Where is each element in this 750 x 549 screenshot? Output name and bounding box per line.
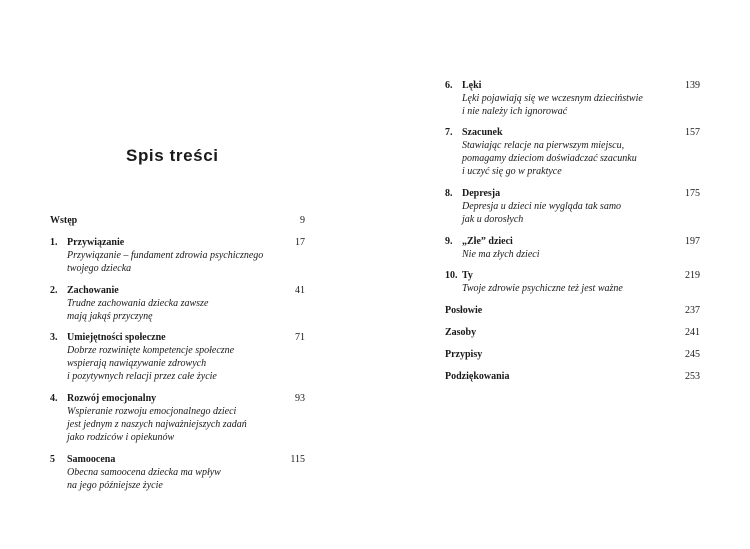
page-title: Spis treści bbox=[126, 146, 219, 165]
toc-entry-chapter-6 bbox=[445, 79, 700, 118]
subtitle-line: jak u dorosłych bbox=[462, 214, 524, 225]
subtitle-line: Lęki pojawiają się we wczesnym dzieciństwie bbox=[462, 93, 643, 104]
chapter-title: Umiejętności społeczne bbox=[67, 332, 166, 343]
chapter-subtitle bbox=[445, 92, 700, 118]
toc-entry-notes bbox=[445, 348, 700, 361]
toc-entry-chapter-7 bbox=[445, 126, 700, 178]
toc-entry-chapter-8 bbox=[445, 187, 700, 226]
chapter-title: Lęki bbox=[462, 80, 482, 91]
chapter-number: 3. bbox=[50, 332, 58, 343]
subtitle-line: jako rodziców i opiekunów bbox=[67, 432, 175, 443]
subtitle-line: i pozytywnych relacji przez całe życie bbox=[67, 371, 217, 382]
right-page bbox=[375, 0, 750, 549]
subtitle-line: i nie należy ich ignorować bbox=[462, 106, 568, 117]
chapter-number: 4. bbox=[50, 393, 58, 404]
toc-entry-intro bbox=[50, 214, 305, 227]
chapter-title: Przywiązanie bbox=[67, 237, 125, 248]
subtitle-line: Depresja u dzieci nie wygląda tak samo bbox=[462, 201, 622, 212]
subtitle-line: Trudne zachowania dziecka zawsze bbox=[67, 298, 209, 309]
chapter-number: 9. bbox=[445, 236, 453, 247]
toc-entry-chapter-4 bbox=[50, 392, 305, 444]
chapter-subtitle bbox=[445, 282, 700, 295]
chapter-number: 7. bbox=[445, 127, 453, 138]
chapter-subtitle bbox=[445, 139, 700, 178]
subtitle-line: jest jednym z naszych najważniejszych zadań bbox=[67, 419, 247, 430]
toc-entry-afterword bbox=[445, 304, 700, 317]
entry-title: Zasoby bbox=[445, 327, 477, 338]
chapter-subtitle bbox=[50, 249, 305, 275]
subtitle-line: Wspieranie rozwoju emocjonalnego dzieci bbox=[67, 406, 237, 417]
subtitle-line: Dobrze rozwinięte kompetencje społeczne bbox=[67, 345, 235, 356]
toc-entry-chapter-3 bbox=[50, 331, 305, 383]
entry-page-number: 115 bbox=[290, 454, 305, 465]
toc-entry-chapter-2 bbox=[50, 284, 305, 323]
chapter-title: Ty bbox=[462, 270, 473, 281]
chapter-number: 6. bbox=[445, 80, 453, 91]
chapter-title: Zachowanie bbox=[67, 285, 119, 296]
toc-entry-acknowledgements bbox=[445, 370, 700, 383]
chapter-subtitle bbox=[445, 248, 700, 261]
subtitle-line: pomagamy dzieciom doświadczać szacunku bbox=[462, 153, 637, 164]
subtitle-line: Przywiązanie – fundament zdrowia psychicznego bbox=[67, 250, 264, 261]
toc-entry-chapter-9 bbox=[445, 235, 700, 261]
chapter-subtitle bbox=[445, 200, 700, 226]
chapter-title: Depresja bbox=[462, 188, 501, 199]
subtitle-line: Stawiając relacje na pierwszym miejscu, bbox=[462, 140, 625, 151]
entry-page-number: 253 bbox=[685, 371, 700, 382]
entry-page-number: 219 bbox=[685, 270, 700, 281]
subtitle-line: i uczyć się go w praktyce bbox=[462, 166, 562, 177]
chapter-number: 5 bbox=[50, 454, 55, 465]
toc-entry-resources bbox=[445, 326, 700, 339]
subtitle-line: twojego dziecka bbox=[67, 263, 132, 274]
chapter-subtitle bbox=[50, 344, 305, 383]
chapter-subtitle bbox=[50, 297, 305, 323]
entry-page-number: 17 bbox=[295, 237, 305, 248]
entry-page-number: 9 bbox=[300, 215, 305, 226]
entry-page-number: 93 bbox=[295, 393, 305, 404]
chapter-number: 1. bbox=[50, 237, 58, 248]
subtitle-line: na jego późniejsze życie bbox=[67, 480, 163, 491]
entry-title: Podziękowania bbox=[445, 371, 510, 382]
toc-entry-chapter-5 bbox=[50, 453, 305, 492]
chapter-number: 10. bbox=[445, 270, 458, 281]
toc-entry-chapter-10 bbox=[445, 269, 700, 295]
subtitle-line: Nie ma złych dzieci bbox=[462, 249, 540, 260]
toc-entry-chapter-1 bbox=[50, 236, 305, 275]
chapter-title: Rozwój emocjonalny bbox=[67, 393, 157, 404]
chapter-title: Szacunek bbox=[462, 127, 503, 138]
subtitle-line: mają jakąś przyczynę bbox=[67, 311, 153, 322]
entry-page-number: 245 bbox=[685, 349, 700, 360]
entry-title: Przypisy bbox=[445, 349, 483, 360]
subtitle-line: Obecna samoocena dziecka ma wpływ bbox=[67, 467, 221, 478]
entry-page-number: 139 bbox=[685, 80, 700, 91]
entry-page-number: 41 bbox=[295, 285, 305, 296]
chapter-title: „Złe” dzieci bbox=[462, 236, 513, 247]
chapter-subtitle bbox=[50, 405, 305, 444]
entry-page-number: 175 bbox=[685, 188, 700, 199]
entry-page-number: 71 bbox=[295, 332, 305, 343]
entry-page-number: 237 bbox=[685, 305, 700, 316]
entry-page-number: 241 bbox=[685, 327, 700, 338]
subtitle-line: Twoje zdrowie psychiczne też jest ważne bbox=[462, 283, 623, 294]
entry-page-number: 157 bbox=[685, 127, 700, 138]
subtitle-line: wspierają nawiązywanie zdrowych bbox=[67, 358, 207, 369]
entry-title: Wstęp bbox=[50, 215, 78, 226]
chapter-number: 8. bbox=[445, 188, 453, 199]
entry-title: Posłowie bbox=[445, 305, 483, 316]
entry-page-number: 197 bbox=[685, 236, 700, 247]
chapter-title: Samoocena bbox=[67, 454, 116, 465]
chapter-number: 2. bbox=[50, 285, 58, 296]
chapter-subtitle bbox=[50, 466, 305, 492]
